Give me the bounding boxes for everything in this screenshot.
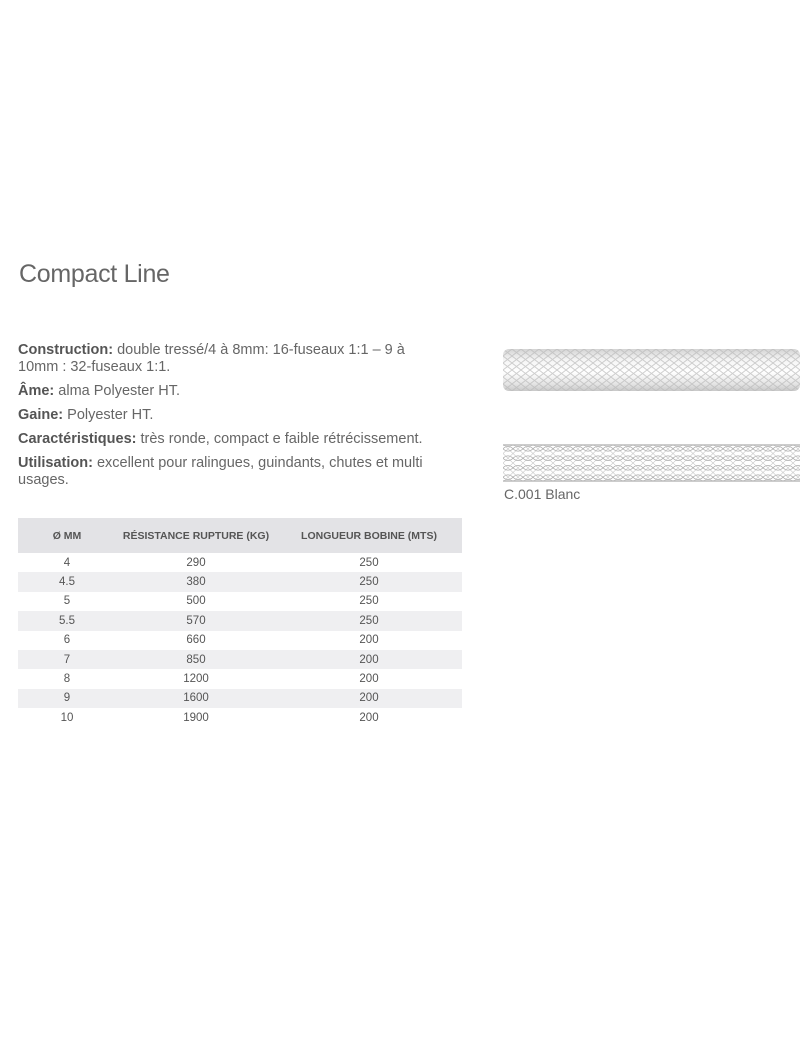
cell-diameter: 10 — [60, 711, 74, 724]
table-row — [18, 572, 462, 591]
table-row — [18, 669, 462, 688]
cell-diameter: 8 — [63, 673, 71, 686]
color-label: C.001 Blanc — [504, 486, 581, 502]
spec-sheath — [18, 407, 448, 424]
spec-label: Âme: — [18, 383, 55, 399]
cell-diameter: 9 — [18, 689, 116, 708]
cell-strength: 380 — [116, 572, 276, 591]
cell-strength: 500 — [186, 595, 206, 608]
cell-length: 200 — [359, 634, 379, 647]
header-spool-length: LONGUEUR BOBINE (MTS) — [276, 518, 462, 553]
cell-strength: 660 — [186, 634, 206, 647]
table-row — [18, 708, 462, 727]
page-title: Compact Line — [19, 260, 170, 288]
cell-diameter: 6 — [63, 634, 71, 647]
header-breaking-strength: RÉSISTANCE RUPTURE (KG) — [116, 518, 276, 553]
specs-table-container — [18, 518, 462, 728]
specifications — [18, 342, 448, 496]
cell-length: 250 — [359, 595, 379, 608]
spec-label: Gaine: — [18, 407, 64, 423]
spec-value: excellent pour ralingues, guindants, chutes et multi usages. — [18, 455, 423, 488]
table-row — [18, 650, 462, 669]
cell-length: 200 — [359, 711, 379, 724]
rope-braid-drawing — [503, 444, 800, 482]
table-row — [18, 631, 462, 650]
cell-diameter: 5 — [63, 595, 71, 608]
spec-value: Polyester HT. — [63, 407, 154, 423]
cell-strength: 1200 — [183, 673, 209, 686]
cell-length: 200 — [359, 673, 379, 686]
specs-table — [18, 518, 462, 728]
spec-value: alma Polyester HT. — [54, 383, 180, 399]
cell-length: 200 — [276, 689, 462, 708]
cell-diameter: 7 — [18, 650, 116, 669]
cell-strength: 290 — [186, 556, 206, 569]
table-header-row — [18, 518, 462, 553]
spec-core — [18, 383, 448, 400]
spec-value: double tressé/4 à 8mm: 16-fuseaux 1:1 – 9 à 10mm : 32-fuseaux 1:1. — [18, 342, 405, 375]
cell-strength: 1900 — [183, 711, 209, 724]
cell-strength: 850 — [116, 650, 276, 669]
spec-label: Utilisation: — [18, 455, 93, 471]
spec-value: très ronde, compact e faible rétrécissement. — [136, 431, 423, 447]
table-row — [18, 611, 462, 630]
spec-label: Caractéristiques: — [18, 431, 137, 447]
cell-length: 250 — [359, 556, 379, 569]
table-row — [18, 553, 462, 572]
header-diameter: Ø MM — [18, 518, 116, 553]
cell-strength: 570 — [116, 611, 276, 630]
table-row — [18, 689, 462, 708]
rope-photo — [503, 349, 800, 391]
cell-length: 250 — [276, 611, 462, 630]
cell-length: 200 — [276, 650, 462, 669]
spec-usage — [18, 455, 448, 489]
spec-characteristics — [18, 431, 448, 448]
spec-label: Construction: — [18, 342, 114, 358]
cell-length: 250 — [276, 572, 462, 591]
spec-construction — [18, 342, 448, 376]
cell-diameter: 5.5 — [18, 611, 116, 630]
cell-diameter: 4 — [63, 556, 71, 569]
table-row — [18, 592, 462, 611]
cell-strength: 1600 — [116, 689, 276, 708]
cell-diameter: 4.5 — [18, 572, 116, 591]
